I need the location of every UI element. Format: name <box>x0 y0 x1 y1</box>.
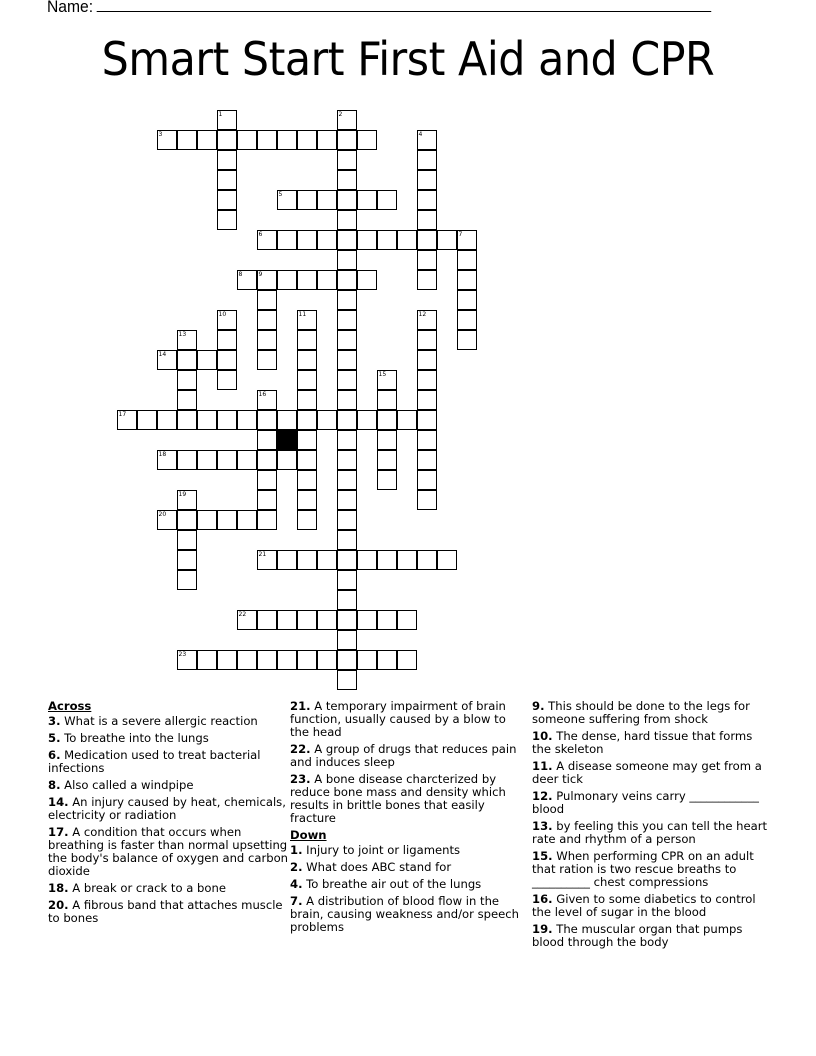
grid-cell[interactable] <box>277 130 297 150</box>
grid-cell[interactable] <box>317 130 337 150</box>
clue-across-5 <box>48 732 288 745</box>
grid-cell[interactable] <box>357 270 377 290</box>
grid-cell[interactable] <box>257 290 277 310</box>
grid-cell[interactable] <box>277 550 297 570</box>
clue-number: 15. <box>532 849 553 863</box>
grid-cell[interactable] <box>297 230 317 250</box>
clue-across-8 <box>48 779 288 792</box>
grid-cell[interactable] <box>337 270 357 290</box>
grid-cell[interactable] <box>237 650 257 670</box>
grid-cell[interactable] <box>337 250 357 270</box>
clue-down-11 <box>532 760 772 786</box>
grid-cell[interactable] <box>377 470 397 490</box>
grid-cell[interactable] <box>197 650 217 670</box>
clue-number: 23. <box>290 772 311 786</box>
grid-cell[interactable] <box>177 510 197 530</box>
clue-text: Medication used to treat bacterial infections <box>48 748 261 775</box>
cell-number: 14 <box>158 350 167 358</box>
clue-down-2 <box>290 861 525 874</box>
grid-cell[interactable] <box>357 230 377 250</box>
cell-number: 23 <box>178 650 187 658</box>
grid-cell[interactable] <box>257 430 277 450</box>
grid-cell[interactable] <box>277 230 297 250</box>
grid-cell[interactable] <box>317 550 337 570</box>
grid-cell[interactable] <box>337 390 357 410</box>
grid-cell[interactable] <box>297 190 317 210</box>
grid-cell[interactable] <box>417 250 437 270</box>
grid-cell[interactable] <box>297 510 317 530</box>
grid-cell[interactable] <box>217 150 237 170</box>
grid-cell[interactable] <box>337 230 357 250</box>
grid-cell[interactable] <box>417 410 437 430</box>
clue-down-15 <box>532 850 772 889</box>
grid-cell[interactable] <box>177 350 197 370</box>
clue-text: Injury to joint or ligaments <box>306 843 461 857</box>
cell-number: 22 <box>238 610 247 618</box>
clue-text: To breathe into the lungs <box>64 731 209 745</box>
grid-cell[interactable] <box>217 210 237 230</box>
grid-cell[interactable] <box>257 650 277 670</box>
clue-down-19 <box>532 923 772 949</box>
cell-number: 21 <box>258 550 267 558</box>
grid-cell[interactable] <box>317 650 337 670</box>
grid-cell[interactable] <box>337 170 357 190</box>
grid-cell[interactable] <box>417 310 437 330</box>
grid-cell[interactable] <box>177 390 197 410</box>
cell-number: 3 <box>158 130 163 138</box>
clue-across-14 <box>48 796 288 822</box>
clue-text: When performing CPR on an adult that ration is two rescue breaths to __________ chest compressions <box>532 849 754 889</box>
grid-cell[interactable] <box>257 510 277 530</box>
clue-text: This should be done to the legs for someone suffering from shock <box>532 699 750 726</box>
grid-cell[interactable] <box>257 390 277 410</box>
grid-cell[interactable] <box>417 490 437 510</box>
clue-text: by feeling this you can tell the heart rate and rhythm of a person <box>532 819 768 846</box>
grid-cell[interactable] <box>297 610 317 630</box>
grid-cell[interactable] <box>437 550 457 570</box>
grid-cell[interactable] <box>317 190 337 210</box>
grid-cell[interactable] <box>217 110 237 130</box>
clue-number: 11. <box>532 759 553 773</box>
grid-cell[interactable] <box>157 450 177 470</box>
grid-cell[interactable] <box>337 530 357 550</box>
cell-number: 10 <box>218 310 227 318</box>
cell-number: 1 <box>218 110 223 118</box>
name-blank-line[interactable] <box>97 0 712 12</box>
grid-cell[interactable] <box>257 310 277 330</box>
clue-number: 14. <box>48 795 69 809</box>
clue-across-21 <box>290 700 525 739</box>
cell-number: 12 <box>418 310 427 318</box>
grid-cell[interactable] <box>417 270 437 290</box>
grid-cell[interactable] <box>197 350 217 370</box>
grid-cell[interactable] <box>417 150 437 170</box>
grid-cell[interactable] <box>217 650 237 670</box>
grid-cell[interactable] <box>337 330 357 350</box>
cell-number: 18 <box>158 450 167 458</box>
clue-text: A bone disease charcterized by reduce bone mass and density which results in brittle bones that easily fracture <box>290 772 506 825</box>
grid-cell[interactable] <box>377 230 397 250</box>
clue-number: 19. <box>532 922 553 936</box>
grid-cell[interactable] <box>417 330 437 350</box>
grid-cell[interactable] <box>237 510 257 530</box>
clue-number: 10. <box>532 729 553 743</box>
clue-down-4 <box>290 878 525 891</box>
grid-cell[interactable] <box>317 230 337 250</box>
grid-cell[interactable] <box>377 190 397 210</box>
grid-cell[interactable] <box>377 390 397 410</box>
grid-cell[interactable] <box>437 230 457 250</box>
grid-cell[interactable] <box>257 610 277 630</box>
grid-cell[interactable] <box>297 470 317 490</box>
grid-cell[interactable] <box>177 330 197 350</box>
clue-text: A break or crack to a bone <box>72 881 226 895</box>
grid-cell[interactable] <box>177 550 197 570</box>
grid-cell[interactable] <box>177 410 197 430</box>
grid-cell[interactable] <box>377 450 397 470</box>
grid-cell[interactable] <box>137 410 157 430</box>
grid-cell[interactable] <box>257 470 277 490</box>
cell-number: 17 <box>118 410 127 418</box>
grid-cell[interactable] <box>457 310 477 330</box>
clue-number: 18. <box>48 881 69 895</box>
grid-cell[interactable] <box>417 170 437 190</box>
name-label: Name: <box>47 0 94 16</box>
grid-cell[interactable] <box>257 270 277 290</box>
grid-cell[interactable] <box>257 130 277 150</box>
grid-cell[interactable] <box>297 130 317 150</box>
grid-cell[interactable] <box>297 330 317 350</box>
grid-cell[interactable] <box>197 410 217 430</box>
clue-text: An injury caused by heat, chemicals, electricity or radiation <box>48 795 286 822</box>
clue-number: 3. <box>48 714 61 728</box>
grid-cell[interactable] <box>277 610 297 630</box>
grid-cell[interactable] <box>297 550 317 570</box>
grid-cell[interactable] <box>297 390 317 410</box>
clue-number: 6. <box>48 748 61 762</box>
grid-cell[interactable] <box>177 650 197 670</box>
clue-across-3 <box>48 715 288 728</box>
clue-across-17 <box>48 826 288 878</box>
grid-cell[interactable] <box>337 310 357 330</box>
grid-cell[interactable] <box>217 330 237 350</box>
grid-cell[interactable] <box>357 190 377 210</box>
grid-cell[interactable] <box>117 410 137 430</box>
grid-cell[interactable] <box>257 490 277 510</box>
grid-cell[interactable] <box>177 490 197 510</box>
grid-cell[interactable] <box>357 130 377 150</box>
grid-cell[interactable] <box>217 410 237 430</box>
grid-cell[interactable] <box>197 130 217 150</box>
grid-cell[interactable] <box>277 450 297 470</box>
clue-down-7 <box>290 895 525 934</box>
grid-cell[interactable] <box>337 490 357 510</box>
grid-cell[interactable] <box>417 190 437 210</box>
grid-cell[interactable] <box>397 550 417 570</box>
grid-cell[interactable] <box>337 470 357 490</box>
grid-cell[interactable] <box>157 130 177 150</box>
clue-text: To breathe air out of the lungs <box>306 877 482 891</box>
grid-cell[interactable] <box>337 110 357 130</box>
clue-text: A distribution of blood flow in the brain, causing weakness and/or speech problems <box>290 894 519 934</box>
clue-across-6 <box>48 749 288 775</box>
black-cell <box>277 430 297 450</box>
grid-cell[interactable] <box>417 130 437 150</box>
grid-cell[interactable] <box>217 370 237 390</box>
grid-cell[interactable] <box>357 410 377 430</box>
grid-cell[interactable] <box>197 450 217 470</box>
grid-cell[interactable] <box>337 630 357 650</box>
grid-cell[interactable] <box>337 370 357 390</box>
clue-number: 2. <box>290 860 303 874</box>
grid-cell[interactable] <box>397 610 417 630</box>
clue-across-18 <box>48 882 288 895</box>
grid-cell[interactable] <box>337 670 357 690</box>
clue-text: The dense, hard tissue that forms the skeleton <box>532 729 753 756</box>
clue-down-10 <box>532 730 772 756</box>
grid-cell[interactable] <box>357 550 377 570</box>
grid-cell[interactable] <box>237 270 257 290</box>
grid-cell[interactable] <box>297 650 317 670</box>
clue-down-13 <box>532 820 772 846</box>
grid-cell[interactable] <box>377 550 397 570</box>
cell-number: 16 <box>258 390 267 398</box>
clue-text: A fibrous band that attaches muscle to bones <box>48 898 283 925</box>
grid-cell[interactable] <box>357 610 377 630</box>
grid-cell[interactable] <box>217 310 237 330</box>
grid-cell[interactable] <box>297 350 317 370</box>
grid-cell[interactable] <box>277 410 297 430</box>
grid-cell[interactable] <box>177 530 197 550</box>
clue-number: 17. <box>48 825 69 839</box>
clues-column-1 <box>48 700 288 929</box>
grid-cell[interactable] <box>297 410 317 430</box>
grid-cell[interactable] <box>377 410 397 430</box>
grid-cell[interactable] <box>257 410 277 430</box>
grid-cell[interactable] <box>297 490 317 510</box>
grid-cell[interactable] <box>257 450 277 470</box>
grid-cell[interactable] <box>397 650 417 670</box>
page-title: Smart Start First Aid and CPR <box>101 32 715 86</box>
grid-cell[interactable] <box>217 170 237 190</box>
grid-cell[interactable] <box>217 450 237 470</box>
clue-number: 12. <box>532 789 553 803</box>
grid-cell[interactable] <box>457 290 477 310</box>
grid-cell[interactable] <box>337 570 357 590</box>
grid-cell[interactable] <box>457 250 477 270</box>
cell-number: 9 <box>258 270 263 278</box>
clue-across-23 <box>290 773 525 825</box>
grid-cell[interactable] <box>157 350 177 370</box>
clue-text: What is a severe allergic reaction <box>64 714 258 728</box>
grid-cell[interactable] <box>337 510 357 530</box>
grid-cell[interactable] <box>417 390 437 410</box>
grid-cell[interactable] <box>217 190 237 210</box>
grid-cell[interactable] <box>417 350 437 370</box>
grid-cell[interactable] <box>337 550 357 570</box>
clue-text: The muscular organ that pumps blood through the body <box>532 922 743 949</box>
grid-cell[interactable] <box>297 430 317 450</box>
clue-text: Also called a windpipe <box>64 778 194 792</box>
grid-cell[interactable] <box>337 350 357 370</box>
grid-cell[interactable] <box>337 150 357 170</box>
clue-down-9 <box>532 700 772 726</box>
cell-number: 19 <box>178 490 187 498</box>
grid-cell[interactable] <box>337 190 357 210</box>
grid-cell[interactable] <box>377 610 397 630</box>
grid-cell[interactable] <box>337 650 357 670</box>
grid-cell[interactable] <box>417 370 437 390</box>
grid-cell[interactable] <box>457 330 477 350</box>
grid-cell[interactable] <box>417 230 437 250</box>
clue-down-1 <box>290 844 525 857</box>
clue-text: A group of drugs that reduces pain and induces sleep <box>290 742 517 769</box>
grid-cell[interactable] <box>337 450 357 470</box>
grid-cell[interactable] <box>457 270 477 290</box>
grid-cell[interactable] <box>297 370 317 390</box>
grid-cell[interactable] <box>337 410 357 430</box>
cell-number: 5 <box>278 190 283 198</box>
clue-number: 5. <box>48 731 61 745</box>
clue-number: 21. <box>290 699 311 713</box>
clue-across-22 <box>290 743 525 769</box>
cell-number: 15 <box>378 370 387 378</box>
grid-cell[interactable] <box>337 290 357 310</box>
down-heading: Down <box>290 828 327 842</box>
grid-cell[interactable] <box>397 410 417 430</box>
cell-number: 8 <box>238 270 243 278</box>
clue-number: 13. <box>532 819 553 833</box>
grid-cell[interactable] <box>417 430 437 450</box>
grid-cell[interactable] <box>297 270 317 290</box>
clue-number: 22. <box>290 742 311 756</box>
grid-cell[interactable] <box>297 450 317 470</box>
clue-text: A condition that occurs when breathing is faster than normal upsetting the body's balance of oxygen and carbon dioxide <box>48 825 289 878</box>
grid-cell[interactable] <box>257 550 277 570</box>
clue-number: 8. <box>48 778 61 792</box>
grid-cell[interactable] <box>377 370 397 390</box>
grid-cell[interactable] <box>177 130 197 150</box>
clue-text: A temporary impairment of brain function, usually caused by a blow to the head <box>290 699 506 739</box>
grid-cell[interactable] <box>377 650 397 670</box>
grid-cell[interactable] <box>177 450 197 470</box>
grid-cell[interactable] <box>417 550 437 570</box>
grid-cell[interactable] <box>417 210 437 230</box>
cell-number: 6 <box>258 230 263 238</box>
grid-cell[interactable] <box>277 650 297 670</box>
clue-down-12 <box>532 790 772 816</box>
across-heading: Across <box>48 699 92 713</box>
cell-number: 11 <box>298 310 307 318</box>
grid-cell[interactable] <box>257 350 277 370</box>
grid-cell[interactable] <box>357 650 377 670</box>
grid-cell[interactable] <box>257 330 277 350</box>
clue-text: A disease someone may get from a deer tick <box>532 759 762 786</box>
cell-number: 4 <box>418 130 423 138</box>
clue-text: Pulmonary veins carry ____________ blood <box>532 789 759 816</box>
grid-cell[interactable] <box>157 510 177 530</box>
grid-cell[interactable] <box>337 590 357 610</box>
clue-number: 4. <box>290 877 303 891</box>
grid-cell[interactable] <box>277 190 297 210</box>
cell-number: 13 <box>178 330 187 338</box>
grid-cell[interactable] <box>337 210 357 230</box>
clue-down-16 <box>532 893 772 919</box>
grid-cell[interactable] <box>317 270 337 290</box>
clue-text: What does ABC stand for <box>306 860 452 874</box>
grid-cell[interactable] <box>217 510 237 530</box>
grid-cell[interactable] <box>297 310 317 330</box>
clue-number: 9. <box>532 699 545 713</box>
grid-cell[interactable] <box>417 470 437 490</box>
grid-cell[interactable] <box>317 410 337 430</box>
grid-cell[interactable] <box>197 510 217 530</box>
clue-number: 1. <box>290 843 303 857</box>
grid-cell[interactable] <box>237 450 257 470</box>
clue-number: 7. <box>290 894 303 908</box>
grid-cell[interactable] <box>217 350 237 370</box>
clues-column-2 <box>290 700 525 938</box>
cell-number: 2 <box>338 110 343 118</box>
grid-cell[interactable] <box>337 130 357 150</box>
grid-cell[interactable] <box>377 430 397 450</box>
grid-cell[interactable] <box>397 230 417 250</box>
grid-cell[interactable] <box>277 270 297 290</box>
clue-number: 16. <box>532 892 553 906</box>
grid-cell[interactable] <box>337 430 357 450</box>
grid-cell[interactable] <box>177 370 197 390</box>
cell-number: 20 <box>158 510 167 518</box>
clue-number: 20. <box>48 898 69 912</box>
clues-column-3 <box>532 700 772 953</box>
grid-cell[interactable] <box>157 410 177 430</box>
grid-cell[interactable] <box>457 230 477 250</box>
grid-cell[interactable] <box>237 130 257 150</box>
grid-cell[interactable] <box>237 610 257 630</box>
grid-cell[interactable] <box>177 570 197 590</box>
grid-cell[interactable] <box>417 450 437 470</box>
grid-cell[interactable] <box>317 610 337 630</box>
name-field[interactable] <box>47 0 711 17</box>
grid-cell[interactable] <box>257 230 277 250</box>
cell-number: 7 <box>458 230 463 238</box>
crossword-grid <box>117 110 479 692</box>
clue-across-20 <box>48 899 288 925</box>
grid-cell[interactable] <box>337 610 357 630</box>
clue-text: Given to some diabetics to control the level of sugar in the blood <box>532 892 756 919</box>
grid-cell[interactable] <box>217 130 237 150</box>
grid-cell[interactable] <box>237 410 257 430</box>
